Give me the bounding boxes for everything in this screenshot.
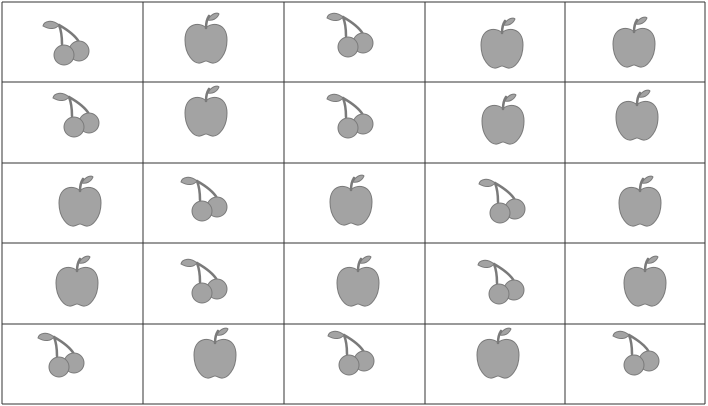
grid-cell-r5-c1 <box>38 333 84 377</box>
apple-icon <box>477 328 519 378</box>
grid-cell-r5-c2 <box>194 328 236 378</box>
grid-cell-r5-c4 <box>477 328 519 378</box>
grid-cell-r3-c3 <box>330 175 372 225</box>
cherry-icon <box>327 13 373 57</box>
grid-cell-r4-c1 <box>56 256 98 306</box>
grid-cell-r1-c4 <box>481 18 523 68</box>
grid-cell-r3-c1 <box>59 176 101 226</box>
cherry-icon <box>478 260 524 304</box>
cherry-icon <box>327 94 373 138</box>
cherry-icon <box>479 179 525 223</box>
grid-cell-r1-c1 <box>43 21 89 65</box>
grid-cell-r5-c5 <box>613 331 659 375</box>
apple-icon <box>59 176 101 226</box>
grid-cell-r2-c1 <box>53 93 99 137</box>
cherry-icon <box>613 331 659 375</box>
grid-cell-r4-c3 <box>337 256 379 306</box>
grid-cell-r4-c5 <box>624 256 666 306</box>
apple-icon <box>624 256 666 306</box>
apple-icon <box>482 94 524 144</box>
grid-cell-r1-c5 <box>613 17 655 67</box>
apple-icon <box>616 90 658 140</box>
cherry-icon <box>328 331 374 375</box>
cherry-icon <box>181 259 227 303</box>
grid-cell-r4-c4 <box>478 260 524 304</box>
apple-icon <box>337 256 379 306</box>
grid-cell-r1-c3 <box>327 13 373 57</box>
grid-cell-r2-c3 <box>327 94 373 138</box>
apple-icon <box>194 328 236 378</box>
apple-icon <box>330 175 372 225</box>
grid-cell-r1-c2 <box>185 13 227 63</box>
cherry-icon <box>53 93 99 137</box>
cherry-icon <box>43 21 89 65</box>
grid-cell-r2-c5 <box>616 90 658 140</box>
grid-cell-r2-c2 <box>185 86 227 136</box>
apple-icon <box>481 18 523 68</box>
apple-icon <box>56 256 98 306</box>
grid-cell-r4-c2 <box>181 259 227 303</box>
apple-icon <box>619 176 661 226</box>
grid-cell-r2-c4 <box>482 94 524 144</box>
apple-icon <box>185 86 227 136</box>
grid-cell-r3-c5 <box>619 176 661 226</box>
cherry-icon <box>181 177 227 221</box>
cherry-icon <box>38 333 84 377</box>
grid-cell-r3-c2 <box>181 177 227 221</box>
grid-cell-r3-c4 <box>479 179 525 223</box>
apple-icon <box>185 13 227 63</box>
grid-cell-r5-c3 <box>328 331 374 375</box>
apple-icon <box>613 17 655 67</box>
